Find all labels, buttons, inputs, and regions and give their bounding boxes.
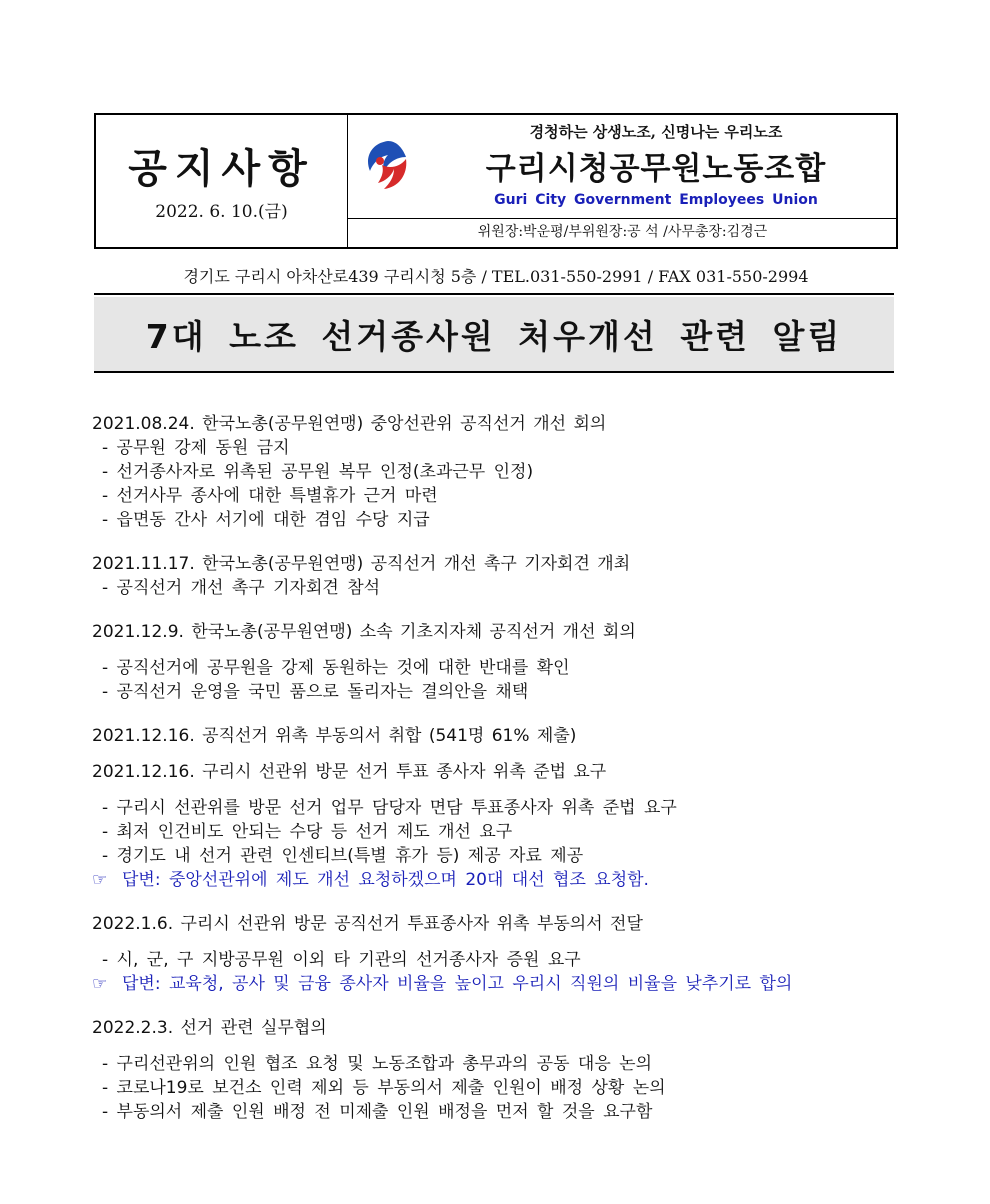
section-title: 2021.11.17. 한국노총(공무원연맹) 공직선거 개선 촉구 기자회견 개최	[92, 554, 631, 574]
section-title: 2021.12.16. 구리시 선관위 방문 선거 투표 종사자 위촉 준법 요구	[92, 762, 607, 782]
section-title: 2022.2.3. 선거 관련 실무협의	[92, 1018, 327, 1038]
spacer	[92, 1040, 902, 1052]
section-title: 2021.08.24. 한국노총(공무원연맹) 중앙선관위 공직선거 개선 회의	[92, 414, 607, 434]
spacer	[92, 892, 902, 912]
list-item: - 시, 군, 구 지방공무원 이외 타 기관의 선거종사자 증원 요구	[102, 950, 581, 970]
spacer	[92, 532, 902, 552]
header-divider	[347, 115, 348, 247]
answer-text: 답변: 교육청, 공사 및 금융 종사자 비율을 높이고 우리시 직원의 비율을 낮추기로 합의	[122, 974, 793, 994]
union-officers: 위원장:박운평/부위원장:공 석 /사무총장:김경근	[477, 224, 768, 240]
section	[92, 724, 902, 748]
spacer	[92, 784, 902, 796]
section	[92, 552, 902, 600]
main-title: 7대 노조 선거종사원 처우개선 관련 알림	[145, 316, 843, 356]
header-officers-divider	[347, 218, 896, 219]
section	[92, 1016, 902, 1124]
notice-title: 공지사항	[128, 146, 315, 192]
notice-content	[92, 412, 902, 1124]
spacer	[92, 644, 902, 656]
list-item: - 선거종사자로 위촉된 공무원 복무 인정(초과근무 인정)	[102, 462, 534, 482]
section	[92, 760, 902, 892]
list-item: - 공무원 강제 동원 금지	[102, 438, 290, 458]
notice-date: 2022. 6. 10.(금)	[155, 202, 288, 222]
list-item: - 공직선거 개선 촉구 기자회견 참석	[102, 578, 381, 598]
list-item: - 읍면동 간사 서기에 대한 겸임 수당 지급	[102, 510, 430, 530]
list-item: - 구리시 선관위를 방문 선거 업무 담당자 면담 투표종사자 위촉 준법 요구	[102, 798, 677, 818]
union-name: 구리시청공무원노동조합	[485, 151, 827, 187]
union-logo-icon	[358, 135, 418, 195]
answer-text: 답변: 중앙선관위에 제도 개선 요청하겠으며 20대 대선 협조 요청함.	[122, 870, 649, 890]
main-title-bar	[94, 297, 894, 373]
list-item: - 공직선거에 공무원을 강제 동원하는 것에 대한 반대를 확인	[102, 658, 570, 678]
section	[92, 912, 902, 996]
notice-header	[94, 113, 898, 249]
spacer	[92, 600, 902, 620]
pointing-hand-icon: ☞	[92, 974, 108, 994]
list-item: - 최저 인건비도 안되는 수당 등 선거 제도 개선 요구	[102, 822, 513, 842]
list-item: - 경기도 내 선거 관련 인센티브(특별 휴가 등) 제공 자료 제공	[102, 846, 584, 866]
spacer	[92, 936, 902, 948]
list-item: - 공직선거 운영을 국민 품으로 돌리자는 결의안을 채택	[102, 682, 529, 702]
section-title: 2021.12.16. 공직선거 위촉 부동의서 취합 (541명 61% 제출)	[92, 726, 577, 746]
list-item: - 선거사무 종사에 대한 특별휴가 근거 마련	[102, 486, 438, 506]
list-item: - 코로나19로 보건소 인력 제외 등 부동의서 제출 인원이 배정 상황 논의	[102, 1078, 666, 1098]
section-title: 2022.1.6. 구리시 선관위 방문 공직선거 투표종사자 위촉 부동의서 전달	[92, 914, 643, 934]
union-address: 경기도 구리시 아차산로439 구리시청 5층 / TEL.031-550-2991 / FAX 031-550-2994	[183, 267, 809, 286]
section	[92, 620, 902, 704]
spacer	[92, 996, 902, 1016]
address-divider	[94, 293, 894, 295]
section-title: 2021.12.9. 한국노총(공무원연맹) 소속 기초지자체 공직선거 개선 회의	[92, 622, 636, 642]
answer-line	[92, 972, 902, 996]
spacer	[92, 704, 902, 724]
list-item: - 부동의서 제출 인원 배정 전 미제출 인원 배정을 먼저 할 것을 요구함	[102, 1102, 653, 1122]
union-slogan: 경청하는 상생노조, 신명나는 우리노조	[529, 123, 783, 141]
answer-line	[92, 868, 902, 892]
section	[92, 412, 902, 532]
spacer	[92, 748, 902, 760]
list-item: - 구리선관위의 인원 협조 요청 및 노동조합과 총무과의 공동 대응 논의	[102, 1054, 652, 1074]
pointing-hand-icon: ☞	[92, 870, 108, 890]
union-name-english: Guri City Government Employees Union	[494, 192, 818, 208]
